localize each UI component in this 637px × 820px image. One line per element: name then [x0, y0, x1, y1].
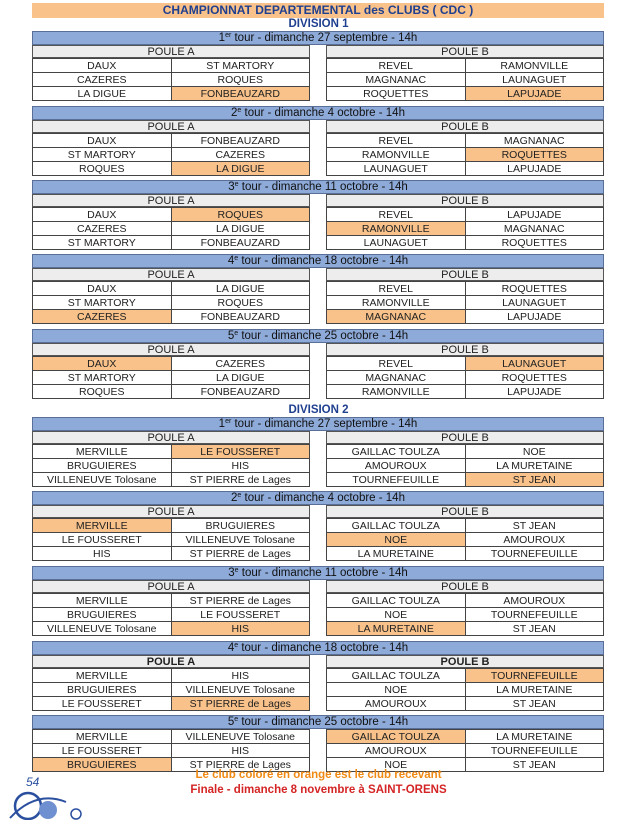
match-row: [327, 236, 604, 250]
team-away: ST JEAN: [465, 519, 604, 533]
team-home: REVEL: [327, 282, 466, 296]
team-away: AMOUROUX: [465, 594, 604, 608]
team-away: TOURNEFEUILLE: [465, 547, 604, 561]
poule-b-header: POULE B: [326, 343, 604, 356]
team-home: GAILLAC TOULZA: [327, 730, 466, 744]
team-home: DAUX: [33, 208, 172, 222]
match-row: [33, 519, 310, 533]
team-home: AMOUROUX: [327, 459, 466, 473]
poule-b-matches: [326, 444, 604, 487]
poule-a-matches: [32, 207, 310, 250]
team-home: LAUNAGUET: [327, 162, 466, 176]
poule-a-matches: [32, 281, 310, 324]
team-away: RAMONVILLE: [465, 59, 604, 73]
match-row: [327, 459, 604, 473]
team-away: HIS: [171, 744, 310, 758]
team-home: MAGNANAC: [327, 73, 466, 87]
match-row: [33, 357, 310, 371]
match-row: [327, 310, 604, 324]
match-row: [327, 371, 604, 385]
match-row: [33, 697, 310, 711]
team-home: GAILLAC TOULZA: [327, 519, 466, 533]
team-away: ST PIERRE de Lages: [171, 758, 310, 772]
team-home: MERVILLE: [33, 730, 172, 744]
poule-b-matches: [326, 58, 604, 101]
poule-b-matches: [326, 593, 604, 636]
team-away: FONBEAUZARD: [171, 385, 310, 399]
match-row: [327, 282, 604, 296]
poule-a-header: POULE A: [32, 120, 310, 133]
poule-a-header: POULE A: [32, 580, 310, 593]
poule-a-header: POULE A: [32, 45, 310, 58]
team-home: DAUX: [33, 59, 172, 73]
tour-block: [32, 254, 604, 322]
team-home: LA DIGUE: [33, 87, 172, 101]
team-home: NOE: [327, 533, 466, 547]
tour-header: 4e tour - dimanche 18 octobre - 14h: [32, 254, 604, 268]
team-home: NOE: [327, 758, 466, 772]
poule-b-header: POULE B: [326, 655, 604, 668]
poule-a-matches: [32, 668, 310, 711]
match-row: [33, 683, 310, 697]
poule-b-header: POULE B: [326, 580, 604, 593]
poule-a-header: POULE A: [32, 431, 310, 444]
team-away: ST JEAN: [465, 697, 604, 711]
match-row: [327, 162, 604, 176]
team-home: BRUGUIERES: [33, 459, 172, 473]
team-home: VILLENEUVE Tolosane: [33, 473, 172, 487]
match-row: [33, 533, 310, 547]
team-away: LAUNAGUET: [465, 296, 604, 310]
match-row: [327, 683, 604, 697]
match-row: [327, 533, 604, 547]
team-away: ST PIERRE de Lages: [171, 547, 310, 561]
tour-block: [32, 417, 604, 485]
match-row: [327, 519, 604, 533]
match-row: [33, 296, 310, 310]
match-row: [327, 669, 604, 683]
team-away: MAGNANAC: [465, 134, 604, 148]
team-home: MERVILLE: [33, 445, 172, 459]
match-row: [327, 73, 604, 87]
poule-a-header: POULE A: [32, 343, 310, 356]
poule-a-header: POULE A: [32, 655, 310, 668]
team-home: GAILLAC TOULZA: [327, 594, 466, 608]
poule-b-matches: [326, 518, 604, 561]
tour-block: [32, 180, 604, 248]
team-home: RAMONVILLE: [327, 148, 466, 162]
team-home: LE FOUSSERET: [33, 533, 172, 547]
tour-header: 2e tour - dimanche 4 octobre - 14h: [32, 106, 604, 120]
team-away: LA DIGUE: [171, 371, 310, 385]
team-away: FONBEAUZARD: [171, 236, 310, 250]
match-row: [33, 148, 310, 162]
team-home: ROQUES: [33, 385, 172, 399]
match-row: [327, 134, 604, 148]
match-row: [33, 445, 310, 459]
team-home: REVEL: [327, 134, 466, 148]
host-legend: Le club coloré en orange est le club recevant: [195, 769, 442, 781]
team-home: HIS: [33, 547, 172, 561]
team-away: LA DIGUE: [171, 282, 310, 296]
team-away: FONBEAUZARD: [171, 134, 310, 148]
team-home: BRUGUIERES: [33, 758, 172, 772]
team-home: VILLENEUVE Tolosane: [33, 622, 172, 636]
match-row: [33, 608, 310, 622]
team-away: ROQUES: [171, 208, 310, 222]
team-home: CAZERES: [33, 73, 172, 87]
team-away: LE FOUSSERET: [171, 445, 310, 459]
team-away: MAGNANAC: [465, 222, 604, 236]
team-home: REVEL: [327, 357, 466, 371]
tour-header: 4e tour - dimanche 18 octobre - 14h: [32, 641, 604, 655]
team-away: LAPUJADE: [465, 385, 604, 399]
match-row: [33, 730, 310, 744]
match-row: [327, 744, 604, 758]
team-home: ST MARTORY: [33, 148, 172, 162]
team-home: ST MARTORY: [33, 371, 172, 385]
team-away: ST PIERRE de Lages: [171, 594, 310, 608]
poule-b-header: POULE B: [326, 194, 604, 207]
petanque-logo: [6, 772, 106, 820]
final-announcement: Finale - dimanche 8 novembre à SAINT-ORENS: [190, 784, 447, 796]
team-home: MERVILLE: [33, 519, 172, 533]
team-home: MAGNANAC: [327, 310, 466, 324]
team-home: BRUGUIERES: [33, 683, 172, 697]
match-row: [327, 547, 604, 561]
poule-b-matches: [326, 729, 604, 772]
team-home: RAMONVILLE: [327, 385, 466, 399]
match-row: [327, 473, 604, 487]
poule-b-matches: [326, 133, 604, 176]
team-home: NOE: [327, 683, 466, 697]
tour-header: 3e tour - dimanche 11 octobre - 14h: [32, 566, 604, 580]
team-away: FONBEAUZARD: [171, 87, 310, 101]
division-label: DIVISION 2: [288, 404, 349, 416]
team-home: ST MARTORY: [33, 296, 172, 310]
team-away: FONBEAUZARD: [171, 310, 310, 324]
match-row: [33, 73, 310, 87]
team-away: NOE: [465, 445, 604, 459]
team-away: TOURNEFEUILLE: [465, 744, 604, 758]
tour-header: 1er tour - dimanche 27 septembre - 14h: [32, 417, 604, 431]
team-home: MERVILLE: [33, 669, 172, 683]
team-away: LAPUJADE: [465, 162, 604, 176]
team-home: MAGNANAC: [327, 371, 466, 385]
team-away: LAPUJADE: [465, 87, 604, 101]
match-row: [327, 357, 604, 371]
team-away: CAZERES: [171, 148, 310, 162]
team-away: LA DIGUE: [171, 162, 310, 176]
poule-b-header: POULE B: [326, 505, 604, 518]
tour-header: 3e tour - dimanche 11 octobre - 14h: [32, 180, 604, 194]
match-row: [33, 59, 310, 73]
match-row: [327, 296, 604, 310]
match-row: [33, 459, 310, 473]
poule-a-matches: [32, 729, 310, 772]
team-home: AMOUROUX: [327, 697, 466, 711]
match-row: [33, 87, 310, 101]
match-row: [33, 547, 310, 561]
team-home: DAUX: [33, 282, 172, 296]
team-away: LA MURETAINE: [465, 683, 604, 697]
poule-b-matches: [326, 356, 604, 399]
team-away: HIS: [171, 669, 310, 683]
team-away: ST JEAN: [465, 473, 604, 487]
team-away: ROQUETTES: [465, 282, 604, 296]
team-away: LAPUJADE: [465, 310, 604, 324]
team-away: VILLENEUVE Tolosane: [171, 533, 310, 547]
logo-number: 54: [26, 775, 40, 789]
team-away: LE FOUSSERET: [171, 608, 310, 622]
team-home: LE FOUSSERET: [33, 744, 172, 758]
match-row: [327, 730, 604, 744]
team-away: HIS: [171, 622, 310, 636]
match-row: [327, 222, 604, 236]
poule-b-header: POULE B: [326, 268, 604, 281]
poule-b-matches: [326, 281, 604, 324]
team-away: ROQUETTES: [465, 236, 604, 250]
poule-b-matches: [326, 668, 604, 711]
match-row: [327, 208, 604, 222]
team-home: DAUX: [33, 134, 172, 148]
team-away: ST PIERRE de Lages: [171, 697, 310, 711]
match-row: [327, 697, 604, 711]
team-away: ST MARTORY: [171, 59, 310, 73]
team-home: TOURNEFEUILLE: [327, 473, 466, 487]
match-row: [33, 282, 310, 296]
team-away: ST JEAN: [465, 758, 604, 772]
team-home: GAILLAC TOULZA: [327, 669, 466, 683]
team-away: ROQUETTES: [465, 371, 604, 385]
team-away: ST PIERRE de Lages: [171, 473, 310, 487]
poule-a-header: POULE A: [32, 505, 310, 518]
match-row: [33, 385, 310, 399]
tour-header: 2e tour - dimanche 4 octobre - 14h: [32, 491, 604, 505]
match-row: [327, 608, 604, 622]
match-row: [33, 208, 310, 222]
team-home: DAUX: [33, 357, 172, 371]
team-away: HIS: [171, 459, 310, 473]
team-home: MERVILLE: [33, 594, 172, 608]
poule-b-matches: [326, 207, 604, 250]
team-home: BRUGUIERES: [33, 608, 172, 622]
team-away: LAUNAGUET: [465, 357, 604, 371]
match-row: [33, 669, 310, 683]
match-row: [327, 87, 604, 101]
team-away: ROQUES: [171, 73, 310, 87]
team-away: LA DIGUE: [171, 222, 310, 236]
match-row: [33, 371, 310, 385]
tour-block: [32, 106, 604, 174]
match-row: [33, 473, 310, 487]
poule-a-matches: [32, 518, 310, 561]
team-home: REVEL: [327, 208, 466, 222]
team-home: ROQUES: [33, 162, 172, 176]
team-away: VILLENEUVE Tolosane: [171, 683, 310, 697]
team-away: BRUGUIERES: [171, 519, 310, 533]
match-row: [33, 622, 310, 636]
page-title: CHAMPIONNAT DEPARTEMENTAL des CLUBS ( CDC ): [32, 3, 604, 18]
team-away: ROQUETTES: [465, 148, 604, 162]
team-away: AMOUROUX: [465, 533, 604, 547]
team-home: REVEL: [327, 59, 466, 73]
poule-a-matches: [32, 593, 310, 636]
team-home: LE FOUSSERET: [33, 697, 172, 711]
team-home: CAZERES: [33, 222, 172, 236]
match-row: [33, 310, 310, 324]
match-row: [33, 162, 310, 176]
match-row: [33, 594, 310, 608]
team-home: LAUNAGUET: [327, 236, 466, 250]
match-row: [33, 134, 310, 148]
poule-b-header: POULE B: [326, 120, 604, 133]
poule-b-header: POULE B: [326, 431, 604, 444]
poule-a-matches: [32, 444, 310, 487]
team-home: ROQUETTES: [327, 87, 466, 101]
team-home: CAZERES: [33, 310, 172, 324]
tour-block: [32, 566, 604, 634]
team-away: LA MURETAINE: [465, 459, 604, 473]
tour-header: 5e tour - dimanche 25 octobre - 14h: [32, 329, 604, 343]
poule-b-header: POULE B: [326, 45, 604, 58]
team-away: LA MURETAINE: [465, 730, 604, 744]
match-row: [33, 236, 310, 250]
team-away: TOURNEFEUILLE: [465, 608, 604, 622]
team-away: ST JEAN: [465, 622, 604, 636]
tour-header: 5e tour - dimanche 25 octobre - 14h: [32, 715, 604, 729]
tour-block: [32, 491, 604, 559]
match-row: [327, 148, 604, 162]
tour-header: 1er tour - dimanche 27 septembre - 14h: [32, 31, 604, 45]
team-home: LA MURETAINE: [327, 622, 466, 636]
team-away: TOURNEFEUILLE: [465, 669, 604, 683]
poule-a-header: POULE A: [32, 268, 310, 281]
match-row: [33, 222, 310, 236]
team-home: LA MURETAINE: [327, 547, 466, 561]
team-away: VILLENEUVE Tolosane: [171, 730, 310, 744]
match-row: [327, 622, 604, 636]
team-home: NOE: [327, 608, 466, 622]
team-away: ROQUES: [171, 296, 310, 310]
poule-a-matches: [32, 58, 310, 101]
match-row: [327, 445, 604, 459]
tour-block: [32, 641, 604, 709]
team-home: GAILLAC TOULZA: [327, 445, 466, 459]
match-row: [327, 594, 604, 608]
match-row: [33, 744, 310, 758]
team-home: ST MARTORY: [33, 236, 172, 250]
match-row: [327, 385, 604, 399]
match-row: [327, 59, 604, 73]
team-home: AMOUROUX: [327, 744, 466, 758]
poule-a-matches: [32, 356, 310, 399]
team-away: LAPUJADE: [465, 208, 604, 222]
team-home: RAMONVILLE: [327, 222, 466, 236]
team-away: LAUNAGUET: [465, 73, 604, 87]
team-away: CAZERES: [171, 357, 310, 371]
division-label: DIVISION 1: [288, 18, 349, 30]
poule-a-header: POULE A: [32, 194, 310, 207]
tour-block: [32, 31, 604, 99]
team-home: RAMONVILLE: [327, 296, 466, 310]
tour-block: [32, 329, 604, 397]
poule-a-matches: [32, 133, 310, 176]
